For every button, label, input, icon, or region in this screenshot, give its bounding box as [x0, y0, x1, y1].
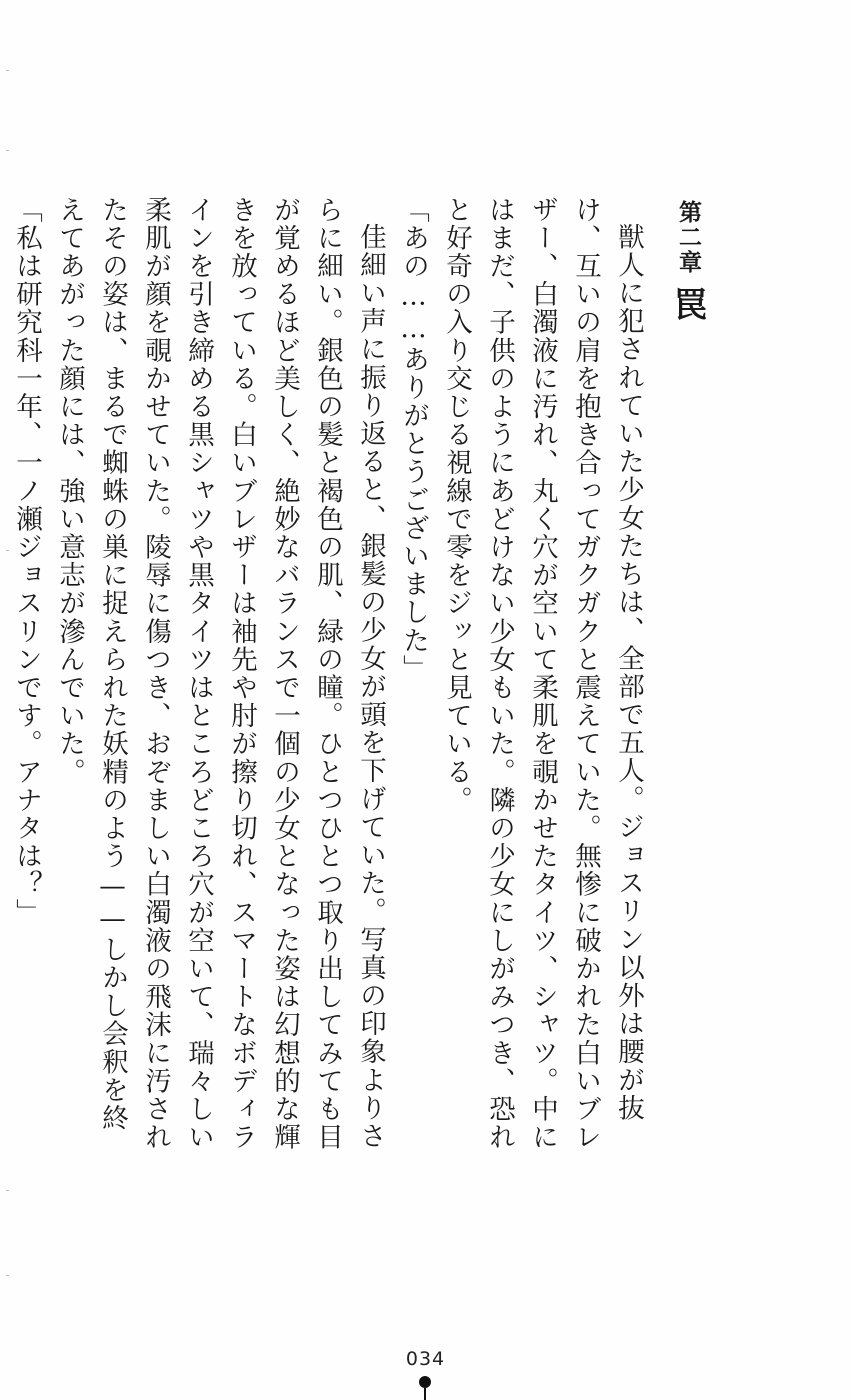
paragraph: 獣人に犯されていた少女たちは、全部で五人。ジョスリン以外は腰が抜け、互いの肩を抱き合ってガクガクと震えていた。無惨に破かれた白いブレザー、白濁液に汚れ、丸く穴が空いて柔肌を覗かせたタイツ、シャツ。中にはまだ、子供のようにあどけない少女もいた。隣の少女にしがみつき、恐れと好奇の入り交じる視線で零をジッと見ている。 [441, 196, 644, 1152]
page-marker-stem [424, 1388, 426, 1400]
chapter-heading [666, 200, 710, 320]
page-marker-dot [419, 1376, 431, 1388]
edge-mark [6, 1275, 9, 1276]
dialogue-line: 「私は研究科一年、一ノ瀬ジョスリンです。アナタは？」 [11, 196, 42, 927]
paragraph: 佳細い声に振り返ると、銀髪の少女が頭を下げていた。写真の印象よりさらに細い。銀色の髪と褐色の肌、緑の瞳。ひとつひとつ取り出してみても目が覚めるほど美しく、絶妙なバランスで一個の少女となった姿は幻想的な輝きを放っている。白いブレザーは袖先や肘が擦り切れ、スマートなボディラインを引き締める黒シャツや黒タイツはところどころ穴が空いて、瑞々しい柔肌が顔を覗かせていた。陵辱に傷つき、おぞましい白濁液の飛沫に汚されたその姿は、まるで蜘蛛の巣に捉えられた妖精のよう——しかし会釈を終えてあがった顔には、強い意志が滲んでいた。 [54, 196, 386, 1152]
dialogue-line [0, 196, 5, 1156]
edge-mark [6, 150, 9, 151]
dialogue-line: 「あの……ありがとうございました」 [398, 196, 429, 683]
body-text [11, 196, 650, 1156]
chapter-title: 罠 [669, 287, 708, 320]
page-number: 034 [405, 1348, 446, 1370]
chapter-label: 第二章 [675, 200, 701, 275]
edge-mark [6, 1190, 9, 1191]
edge-mark [6, 70, 9, 71]
edge-mark [6, 550, 9, 551]
